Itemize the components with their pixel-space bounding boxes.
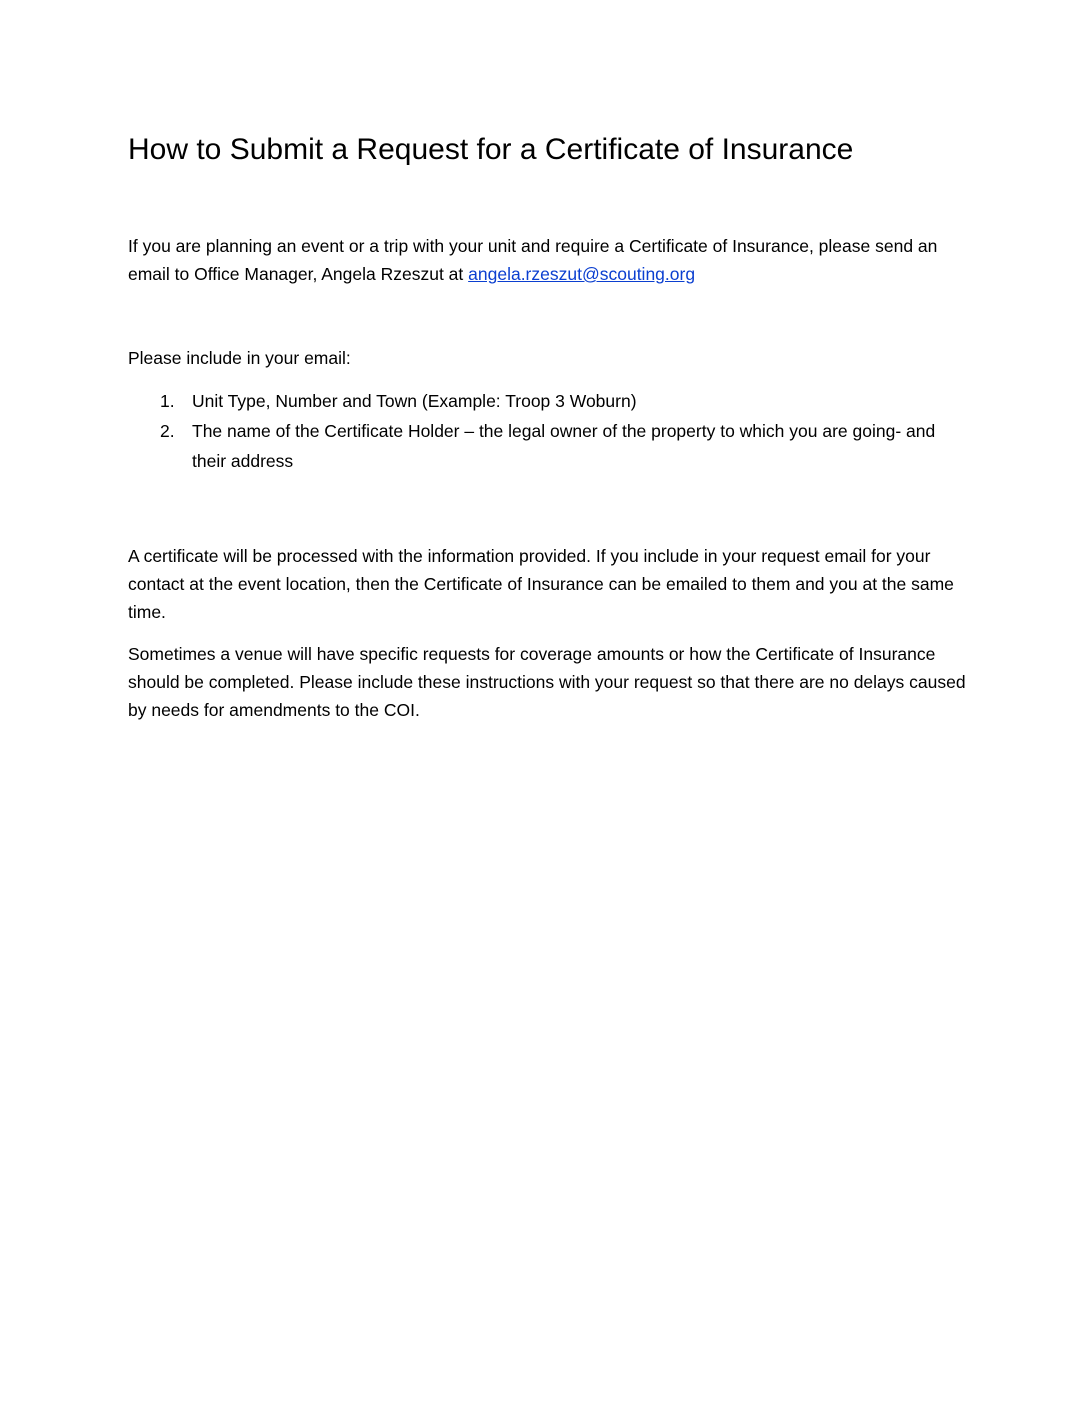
steps-list <box>128 386 968 476</box>
venue-requests-paragraph: Sometimes a venue will have specific requests for coverage amounts or how the Certificate of Insurance should be completed. Please include these instructions with your request so that there are no delays caused by needs for amendments to the COI. <box>128 644 966 720</box>
step-number: 2. <box>160 421 175 441</box>
intro-paragraph <box>128 232 968 288</box>
contact-email-link[interactable]: angela.rzeszut@scouting.org <box>468 264 696 284</box>
step-number: 1. <box>160 391 175 411</box>
include-label: Please include in your email: <box>128 348 351 368</box>
processing-paragraph: A certificate will be processed with the information provided. If you include in your request email for your contact at the event location, then the Certificate of Insurance can be emailed to them and you at the same time. <box>128 546 954 622</box>
list-item <box>128 386 968 416</box>
step-text: Unit Type, Number and Town (Example: Troop 3 Woburn) <box>192 391 637 411</box>
intro-text: If you are planning an event or a trip with your unit and require a Certificate of Insurance, please send an email to Office Manager, Angela Rzeszut at <box>128 236 938 284</box>
step-text: The name of the Certificate Holder – the legal owner of the property to which you are going- and their address <box>192 421 936 471</box>
page-title: How to Submit a Request for a Certificate of Insurance <box>128 133 854 166</box>
list-item <box>128 416 968 476</box>
